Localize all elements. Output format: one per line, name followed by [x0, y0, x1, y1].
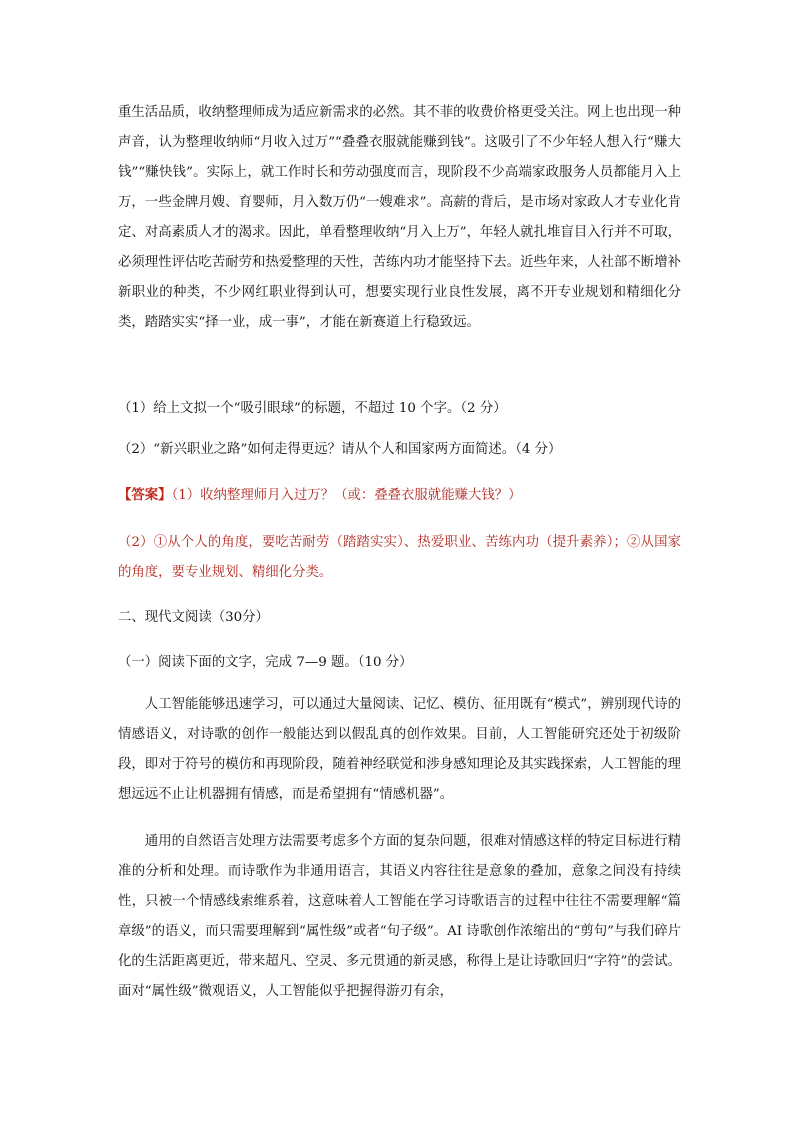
answer-tag: 【答案】: [118, 487, 172, 503]
question-1: （1）给上文拟一个“吸引眼球”的标题，不超过 10 个字。（2 分）: [118, 401, 507, 416]
answer-line-1: [118, 480, 681, 511]
answer-2: （2）①从个人的角度，要吃苦耐劳（踏踏实实）、热爱职业、苦练内功（提升素养）；②从国家的角度，要专业规划、精细化分类。: [118, 535, 681, 580]
answer-1: （1）收纳整理师月入过万？（或：叠叠衣服就能赚大钱？）: [171, 488, 522, 503]
reading-paragraph-1: 人工智能能够迅速学习，可以通过大量阅读、记忆、模仿、征用既有“模式”，辨别现代诗的情感语义，对诗歌的创作一般能达到以假乱真的创作效果。目前，人工智能研究还处于初级阶段，即对于符号的模仿和再现阶段，随着神经联觉和涉身感知理论及其实践探索，人工智能的理想远远不止让机器拥有情感，而是希望拥有“情感机器”。: [118, 697, 681, 802]
section-heading: 二、现代文阅读（30分）: [118, 610, 269, 625]
question-2: （2）“新兴职业之路”如何走得更远？请从个人和国家两方面简述。（4 分）: [118, 442, 562, 457]
reading-paragraph-2: 通用的自然语言处理方法需要考虑多个方面的复杂问题，很难对情感这样的特定目标进行精准的分析和处理。而诗歌作为非通用语言，其语义内容往往是意象的叠加，意象之间没有持续性，只被一个情感线索维系着，这意味着人工智能在学习诗歌语言的过程中往往不需要理解“篇章级”的语义，而只需要理解到“属性级”或者“句子级”。AI 诗歌创作浓缩出的“剪句”与我们碎片化的生活距离更近，带来超凡、空灵、多元贯通的新灵感，称得上是让诗歌回归“字符”的尝试。面对“属性级”微观语义，人工智能似乎把握得游刃有余，: [118, 834, 681, 999]
passage-paragraph: 重生活品质，收纳整理师成为适应新需求的必然。其不菲的收费价格更受关注。网上也出现一种声音，认为整理收纳师“月收入过万”“叠叠衣服就能赚到钱”。这吸引了不少年轻人想入行“赚大钱”“赚快钱”。实际上，就工作时长和劳动强度而言，现阶段不少高端家政服务人员都能月入上万，一些金牌月嫂、育婴师，月入数万仍“一嫂难求”。高薪的背后，是市场对家政人才专业化肯定、对高素质人才的渴求。因此，单看整理收纳“月入上万”，年轻人就扎堆盲目入行并不可取，必须理性评估吃苦耐劳和热爱整理的天性，苦练内功才能坚持下去。近些年来，人社部不断增补新职业的种类，不少网红职业得到认可，想要实现行业良性发展，离不开专业规划和精细化分类，踏踏实实“择一业，成一事”，才能在新赛道上行稳致远。: [118, 105, 681, 330]
section-subheading: （一）阅读下面的文字，完成 7—9 题。（10 分）: [118, 655, 413, 670]
